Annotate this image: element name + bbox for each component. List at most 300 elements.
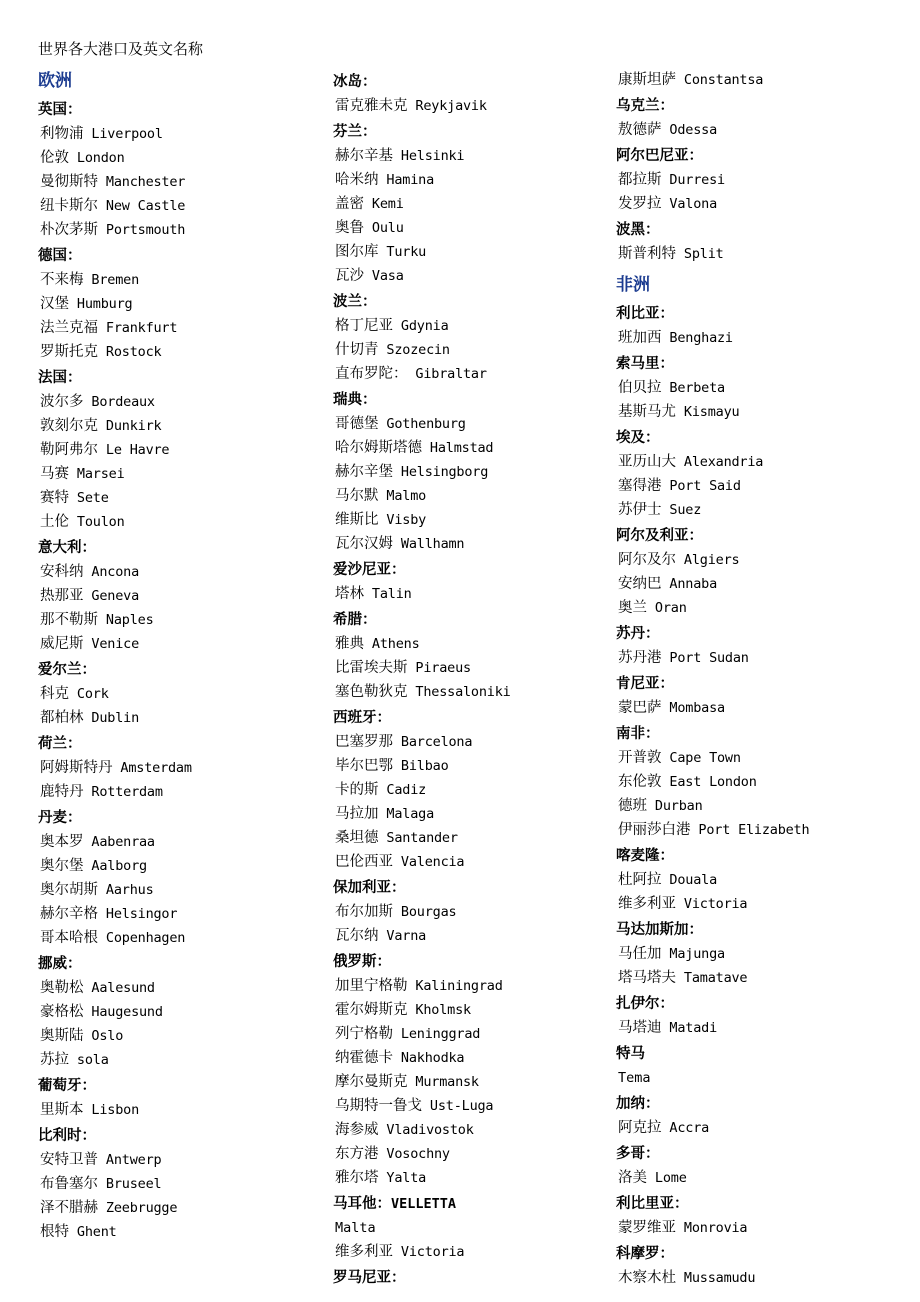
port-name-cn: 阿姆斯特丹 — [40, 760, 113, 776]
port-name-cn: 豪格松 — [40, 1004, 84, 1020]
port-entry — [38, 218, 313, 242]
port-name-cn: 威尼斯 — [40, 636, 84, 652]
port-name-en: Gothenburg — [378, 416, 466, 432]
country-heading — [616, 1242, 879, 1266]
port-name-en: Frankfurt — [98, 320, 178, 336]
port-entry — [333, 632, 596, 656]
port-entry — [333, 730, 596, 754]
country-label: 法国： — [38, 370, 82, 386]
port-name-en: Kholmsk — [407, 1002, 471, 1018]
port-name-cn: 安纳巴 — [618, 576, 662, 592]
port-entry — [38, 1172, 313, 1196]
port-entry — [38, 1148, 313, 1172]
port-name-cn: 康斯坦萨 — [618, 72, 676, 88]
port-entry — [333, 1240, 596, 1264]
port-name-en: Malmo — [378, 488, 427, 504]
port-name-cn: 根特 — [40, 1224, 69, 1240]
country-heading — [616, 672, 879, 696]
port-name-cn: 不来梅 — [40, 272, 84, 288]
port-name-cn: 敦刻尔克 — [40, 418, 98, 434]
country-label: 丹麦： — [38, 810, 82, 826]
port-name-cn: 巴伦西亚 — [335, 854, 393, 870]
port-entry — [333, 436, 596, 460]
port-name-en: Benghazi — [661, 330, 733, 346]
port-entry — [38, 584, 313, 608]
country-heading — [333, 876, 596, 900]
port-name-en: Gdynia — [393, 318, 449, 334]
port-entry — [38, 1000, 313, 1024]
port-name-en: Helsingborg — [393, 464, 489, 480]
port-entry — [616, 400, 879, 424]
port-name-en: Annaba — [661, 576, 717, 592]
port-name-en: Haugesund — [83, 1004, 163, 1020]
port-name-cn: 罗斯托克 — [40, 344, 98, 360]
port-name-en: Bruseel — [98, 1176, 162, 1192]
port-name-cn: 苏拉 — [40, 1052, 69, 1068]
port-entry — [38, 316, 313, 340]
port-name-en: Wallhamn — [393, 536, 465, 552]
port-name-cn: 塞得港 — [618, 478, 662, 494]
port-name-cn: 东伦敦 — [618, 774, 662, 790]
port-entry — [616, 242, 879, 266]
country-label: 阿尔巴尼亚： — [616, 148, 703, 164]
port-name-en: Ust-Luga — [422, 1098, 494, 1114]
port-name-en: Marsei — [69, 466, 125, 482]
port-name-cn: 什切青 — [335, 342, 379, 358]
port-name-en: Oslo — [83, 1028, 124, 1044]
country-label: 波兰： — [333, 294, 377, 310]
port-name-en: Dunkirk — [98, 418, 162, 434]
port-entry — [38, 486, 313, 510]
port-name-cn: 都拉斯 — [618, 172, 662, 188]
port-name-cn: 奥尔胡斯 — [40, 882, 98, 898]
port-name-cn: 鹿特丹 — [40, 784, 84, 800]
country-heading — [38, 732, 313, 756]
port-name-en: Vladivostok — [378, 1122, 474, 1138]
port-entry — [616, 646, 879, 670]
port-entry — [333, 974, 596, 998]
port-name-en: Cape Town — [661, 750, 741, 766]
port-name-cn: 利物浦 — [40, 126, 84, 142]
port-entry — [333, 850, 596, 874]
port-entry — [38, 780, 313, 804]
region-heading: 非洲 — [616, 275, 650, 295]
port-entry — [616, 746, 879, 770]
port-name-cn: 奥勒松 — [40, 980, 84, 996]
country-heading — [616, 94, 879, 118]
country-heading — [616, 1092, 879, 1116]
port-name-cn: 勒阿弗尔 — [40, 442, 98, 458]
port-entry — [333, 460, 596, 484]
port-entry — [38, 268, 313, 292]
port-entry — [616, 892, 879, 916]
port-entry — [333, 412, 596, 436]
port-entry — [333, 168, 596, 192]
port-name-en: Vosochny — [378, 1146, 450, 1162]
port-name-cn: 汉堡 — [40, 296, 69, 312]
port-name-cn: 奥兰 — [618, 600, 647, 616]
port-entry — [38, 706, 313, 730]
country-heading — [333, 120, 596, 144]
country-heading — [616, 992, 879, 1016]
port-name-cn: 维多利亚 — [335, 1244, 393, 1260]
port-name-en: Odessa — [661, 122, 717, 138]
port-name-cn: 亚历山大 — [618, 454, 676, 470]
port-entry — [333, 1142, 596, 1166]
port-name-en: New Castle — [98, 198, 186, 214]
port-entry — [333, 754, 596, 778]
port-name-en: Matadi — [661, 1020, 717, 1036]
country-label: 意大利： — [38, 540, 96, 556]
port-entry — [38, 1196, 313, 1220]
port-name-en: Murmansk — [407, 1074, 479, 1090]
port-name-cn: 苏伊士 — [618, 502, 662, 518]
country-label: 乌克兰： — [616, 98, 674, 114]
port-entry — [616, 1266, 879, 1290]
port-name-en: Aabenraa — [83, 834, 155, 850]
port-name-en: Varna — [378, 928, 427, 944]
country-heading — [38, 658, 313, 682]
port-name-en: Hamina — [378, 172, 434, 188]
port-entry — [616, 868, 879, 892]
port-name-cn: 蒙巴萨 — [618, 700, 662, 716]
port-entry — [616, 942, 879, 966]
port-entry — [616, 118, 879, 142]
port-name-en: Aalborg — [83, 858, 147, 874]
port-entry — [38, 976, 313, 1000]
port-name-en: Bourgas — [393, 904, 457, 920]
port-name-en: Durresi — [661, 172, 725, 188]
port-entry — [333, 1118, 596, 1142]
port-name-en: London — [69, 150, 125, 166]
port-entry — [38, 632, 313, 656]
port-entry — [333, 216, 596, 240]
port-name-en: Portsmouth — [98, 222, 186, 238]
port-entry — [333, 240, 596, 264]
port-entry — [333, 362, 596, 386]
port-name-en: Suez — [661, 502, 702, 518]
country-heading — [38, 366, 313, 390]
port-entry — [333, 1046, 596, 1070]
country-label: 南非： — [616, 726, 660, 742]
port-entry — [616, 376, 879, 400]
port-name-en: Douala — [661, 872, 717, 888]
port-name-cn: 德班 — [618, 798, 647, 814]
port-entry — [616, 1216, 879, 1240]
country-heading — [333, 1192, 596, 1216]
port-name-en: Halmstad — [422, 440, 494, 456]
port-name-en: Santander — [378, 830, 458, 846]
port-entry — [616, 326, 879, 350]
port-name-cn: 曼彻斯特 — [40, 174, 98, 190]
country-label: 加纳： — [616, 1096, 660, 1112]
port-name-cn: 蒙罗维亚 — [618, 1220, 676, 1236]
port-entry — [38, 194, 313, 218]
port-name-cn: 雅尔塔 — [335, 1170, 379, 1186]
port-name-en: Humburg — [69, 296, 133, 312]
country-label: 苏丹： — [616, 626, 660, 642]
port-entry — [38, 1098, 313, 1122]
port-name-cn: 马任加 — [618, 946, 662, 962]
port-entry — [616, 1166, 879, 1190]
port-name-cn: 卡的斯 — [335, 782, 379, 798]
port-name-en: Malaga — [378, 806, 434, 822]
port-entry — [333, 900, 596, 924]
port-name-en: Geneva — [83, 588, 139, 604]
port-name-en: Toulon — [69, 514, 125, 530]
port-name-en: Kemi — [364, 196, 404, 212]
port-name-en: Tamatave — [676, 970, 748, 986]
port-entry — [616, 696, 879, 720]
port-name-cn: 木察木杜 — [618, 1270, 676, 1286]
port-entry — [333, 314, 596, 338]
country-heading — [333, 1266, 596, 1290]
port-name-cn: 马塔迪 — [618, 1020, 662, 1036]
port-name-cn: 马赛 — [40, 466, 69, 482]
port-name-en: Manchester — [98, 174, 186, 190]
country-heading — [38, 536, 313, 560]
port-name-en: Ghent — [69, 1224, 117, 1240]
port-entry — [616, 572, 879, 596]
port-name-en: Helsinki — [393, 148, 465, 164]
country-heading — [38, 952, 313, 976]
country-heading — [333, 558, 596, 582]
port-entry — [333, 924, 596, 948]
port-name-cn: 伊丽莎白港 — [618, 822, 691, 838]
country-label: 埃及： — [616, 430, 660, 446]
port-entry — [333, 656, 596, 680]
port-name-en: Mussamudu — [676, 1270, 756, 1286]
port-entry — [333, 802, 596, 826]
port-entry — [333, 532, 596, 556]
port-entry — [333, 1070, 596, 1094]
country-label: 波黑： — [616, 222, 660, 238]
port-name-cn: 阿克拉 — [618, 1120, 662, 1136]
port-name-en: Leninggrad — [393, 1026, 481, 1042]
country-heading — [616, 302, 879, 326]
port-name-en: Le Havre — [98, 442, 170, 458]
port-name-cn: 马拉加 — [335, 806, 379, 822]
country-label: 西班牙： — [333, 710, 391, 726]
port-name-en: Szozecin — [378, 342, 450, 358]
country-label: 阿尔及利亚： — [616, 528, 703, 544]
country-heading — [616, 144, 879, 168]
port-name-en: Cork — [69, 686, 109, 702]
port-entry — [38, 878, 313, 902]
country-heading — [38, 1074, 313, 1098]
port-name-cn: 桑坦德 — [335, 830, 379, 846]
port-entry — [38, 146, 313, 170]
port-entry — [616, 966, 879, 990]
port-name-en: Yalta — [378, 1170, 427, 1186]
country-label: 利比里亚： — [616, 1196, 689, 1212]
port-name-cn: 维斯比 — [335, 512, 379, 528]
port-name-en: Split — [676, 246, 724, 262]
port-name-en: Athens — [364, 636, 420, 652]
port-entry — [38, 854, 313, 878]
port-name-cn: 安科纳 — [40, 564, 84, 580]
port-entry: Malta — [335, 1220, 376, 1236]
port-name-cn: 奥尔堡 — [40, 858, 84, 874]
port-entry — [333, 94, 596, 118]
country-label: 爱尔兰： — [38, 662, 96, 678]
port-name-en: Helsingor — [98, 906, 178, 922]
port-entry — [38, 608, 313, 632]
port-entry — [38, 830, 313, 854]
port-name-en: Port Sudan — [661, 650, 749, 666]
port-name-en: Rostock — [98, 344, 162, 360]
country-heading — [38, 244, 313, 268]
port-name-en: Berbeta — [661, 380, 725, 396]
port-name-en: Aalesund — [83, 980, 155, 996]
port-name-cn: 加里宁格勒 — [335, 978, 408, 994]
port-name-en: Port Said — [661, 478, 741, 494]
port-name-cn: 波尔多 — [40, 394, 84, 410]
column-1 — [38, 68, 321, 1244]
country-heading — [333, 608, 596, 632]
port-name-cn: 班加西 — [618, 330, 662, 346]
port-entry — [38, 1024, 313, 1048]
port-entry — [616, 818, 879, 842]
port-name-en: Aarhus — [98, 882, 154, 898]
country-heading — [38, 1124, 313, 1148]
country-label: 索马里： — [616, 356, 674, 372]
port-name-cn: 奥本罗 — [40, 834, 84, 850]
port-name-cn: 奥斯陆 — [40, 1028, 84, 1044]
port-entry — [38, 122, 313, 146]
port-entry — [38, 292, 313, 316]
port-name-en: Talin — [364, 586, 412, 602]
country-heading — [616, 426, 879, 450]
port-name-en: Turku — [378, 244, 427, 260]
port-entry — [333, 508, 596, 532]
port-name-cn: 雅典 — [335, 636, 364, 652]
port-name-en: Thessaloniki — [407, 684, 511, 700]
port-entry — [333, 680, 596, 704]
port-name-en: Valencia — [393, 854, 465, 870]
port-name-cn: 开普敦 — [618, 750, 662, 766]
country-label: 罗马尼亚： — [333, 1270, 406, 1286]
port-name-en: Zeebrugge — [98, 1200, 178, 1216]
country-heading — [616, 722, 879, 746]
page-title: 世界各大港口及英文名称 — [38, 40, 204, 58]
port-name-en: Oran — [647, 600, 687, 616]
port-name-en: Alexandria — [676, 454, 764, 470]
port-name-en: East London — [661, 774, 757, 790]
port-name-cn: 盖密 — [335, 196, 364, 212]
port-name-cn: 伦敦 — [40, 150, 69, 166]
port-name-en: Venice — [83, 636, 139, 652]
port-name-en: Vasa — [364, 268, 404, 284]
port-name-cn: 斯普利特 — [618, 246, 676, 262]
port-name-en: Naples — [98, 612, 154, 628]
country-label: 希腊： — [333, 612, 377, 628]
port-entry — [333, 778, 596, 802]
port-name-cn: 乌期特一鲁戈 — [335, 1098, 422, 1114]
port-name-cn: 哥本哈根 — [40, 930, 98, 946]
port-entry — [333, 998, 596, 1022]
port-name-en: Victoria — [676, 896, 748, 912]
port-name-cn: 伯贝拉 — [618, 380, 662, 396]
country-label: 肯尼亚： — [616, 676, 674, 692]
port-entry — [333, 1022, 596, 1046]
country-heading — [333, 706, 596, 730]
port-entry: Tema — [618, 1070, 651, 1086]
port-name-cn: 赫尔辛格 — [40, 906, 98, 922]
port-name-en: Ancona — [83, 564, 139, 580]
port-entry — [333, 582, 596, 606]
country-label: 瑞典： — [333, 392, 377, 408]
port-entry — [38, 926, 313, 950]
port-entry — [333, 192, 596, 216]
port-name-cn: 巴塞罗那 — [335, 734, 393, 750]
column-2 — [321, 68, 604, 1290]
port-entry — [333, 826, 596, 850]
port-name-en: Amsterdam — [112, 760, 192, 776]
port-name-en: Valona — [661, 196, 717, 212]
port-entry — [333, 338, 596, 362]
port-entry — [616, 1016, 879, 1040]
country-label: 喀麦隆： — [616, 848, 674, 864]
country-heading — [616, 1142, 879, 1166]
country-label: 扎伊尔： — [616, 996, 674, 1012]
port-entry — [38, 1220, 313, 1244]
port-name-cn: 布鲁塞尔 — [40, 1176, 98, 1192]
port-entry — [38, 902, 313, 926]
port-name-en: Bremen — [83, 272, 139, 288]
port-name-en: Kaliningrad — [407, 978, 503, 994]
port-entry — [38, 170, 313, 194]
port-name-cn: 塔马塔夫 — [618, 970, 676, 986]
country-label: 德国： — [38, 248, 82, 264]
port-entry — [333, 1094, 596, 1118]
port-entry — [616, 68, 879, 92]
country-label: 冰岛： — [333, 74, 377, 90]
port-name-en: Rotterdam — [83, 784, 163, 800]
port-name-en: Dublin — [83, 710, 139, 726]
port-name-cn: 瓦尔纳 — [335, 928, 379, 944]
port-name-en: Reykjavik — [407, 98, 487, 114]
port-entry — [333, 144, 596, 168]
port-name-cn: 瓦尔汉姆 — [335, 536, 393, 552]
port-name-cn: 列宁格勒 — [335, 1026, 393, 1042]
country-heading — [616, 1042, 879, 1066]
port-name-cn: 瓦沙 — [335, 268, 364, 284]
port-name-cn: 奥鲁 — [335, 220, 364, 236]
port-entry — [616, 450, 879, 474]
country-heading — [333, 950, 596, 974]
port-name-cn: 赛特 — [40, 490, 69, 506]
port-name-en: Port Elizabeth — [690, 822, 810, 838]
port-name-cn: 毕尔巴鄂 — [335, 758, 393, 774]
port-name-en: Barcelona — [393, 734, 473, 750]
column-3 — [604, 68, 887, 1290]
port-entry — [38, 1048, 313, 1072]
country-label: 俄罗斯： — [333, 954, 391, 970]
country-label: 芬兰： — [333, 124, 377, 140]
country-heading — [333, 70, 596, 94]
port-name-en: Kismayu — [676, 404, 740, 420]
port-name-en: Lome — [647, 1170, 687, 1186]
country-label: 荷兰： — [38, 736, 82, 752]
port-entry — [38, 560, 313, 584]
country-heading — [616, 352, 879, 376]
port-name-cn: 赫尔辛堡 — [335, 464, 393, 480]
port-entry — [616, 474, 879, 498]
port-entry — [38, 340, 313, 364]
port-entry — [333, 484, 596, 508]
country-label: 马达加斯加： — [616, 922, 703, 938]
